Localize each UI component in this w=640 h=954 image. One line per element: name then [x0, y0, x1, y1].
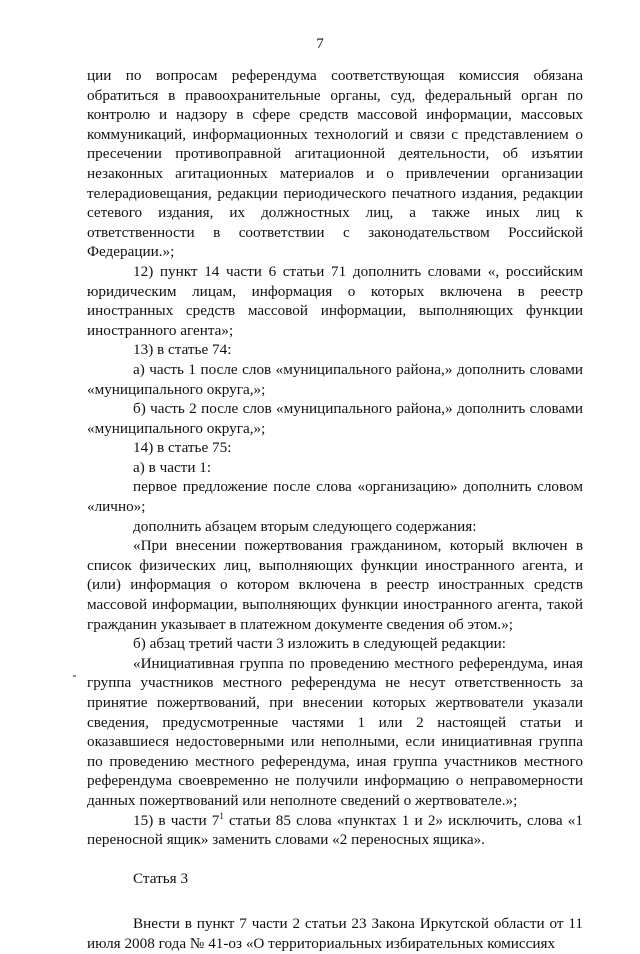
article-3-text: Внести в пункт 7 части 2 статьи 23 Закона Иркутской области от 11 июля 2008 года № 41-оз «О территориальных избирательных комиссиях — [87, 915, 583, 952]
item-14: 14) в статье 75: — [133, 439, 232, 457]
item-14-a-first-sentence: первое предложение после слова «организацию» дополнить словом «лично»; — [87, 478, 583, 516]
item-12: 12) пункт 14 части 6 статьи 71 дополнить словами «, российским юридическим лицам, информация о которых включена в реестр иностранных средств массовой информации, выполняющих функции иностранного агента»; — [87, 262, 583, 339]
quote-initiative-group: «Инициативная группа по проведению местного референдума, иная группа участников местного референдума не несут ответственность за принятие пожертвований, при внесении которых жертвователи указали сведения, предусмотренные частями 1 или 2 настоящей статьи и оказавшиеся недостоверными или неполными, если инициативная группа по проведению местного референдума, иная группа участников местного референдума своевременно не получили информацию о неправомерности данных пожертвований или неполноте сведений о жертвователе.»; — [87, 654, 583, 809]
margin-mark — [73, 675, 76, 677]
item-15-superscript: 1 — [219, 810, 224, 821]
item-15-text-a: 15) в части 7 — [133, 811, 220, 829]
paragraph-continuation: ции по вопросам референдума соответствующая комиссия обязана обратиться в правоохранительные органы, суд, федеральный орган по контролю и надзору в сфере средств массовой информации, массовых коммуникаций, информационных технологий и связи с представлением о пресечении противоправной агитационной деятельности, об изъятии незаконных агитационных материалов и о привлечении организации телерадиовещания, редакции периодического печатного издания, редакции сетевого издания, их должностных лиц, а также иных лиц к ответственности в соответствии с законодательством Российской Федерации.»; — [87, 67, 583, 261]
item-15-text-b: статьи 85 слова «пунктах 1 и 2» исключить, слова «1 переносной ящик» заменить словами «2 переносных ящика». — [87, 811, 583, 849]
item-15 — [87, 811, 583, 850]
item-13-a: а) часть 1 после слов «муниципального района,» дополнить словами «муниципального округа,»; — [87, 360, 583, 398]
item-13-b: б) часть 2 после слов «муниципального района,» дополнить словами «муниципального округа,»; — [87, 400, 583, 437]
quote-donation-foreign-agent: «При внесении пожертвования гражданином, который включен в список физических лиц, выполняющих функции иностранного агента, и (или) информация о котором включена в реестр иностранных средств массовой информации, выполняющих функции иностранного агента, такой гражданин указывает в платежном документе сведения об этом.»; — [87, 537, 583, 633]
item-14-a-add-paragraph: дополнить абзацем вторым следующего содержания: — [133, 517, 477, 535]
article-3-heading: Статья 3 — [133, 869, 189, 887]
document-body — [87, 66, 583, 954]
item-13: 13) в статье 74: — [133, 341, 232, 359]
item-14-b: б) абзац третий части 3 изложить в следующей редакции: — [133, 635, 506, 653]
page-number: 7 — [316, 36, 324, 52]
item-14-a: а) в части 1: — [133, 458, 212, 476]
